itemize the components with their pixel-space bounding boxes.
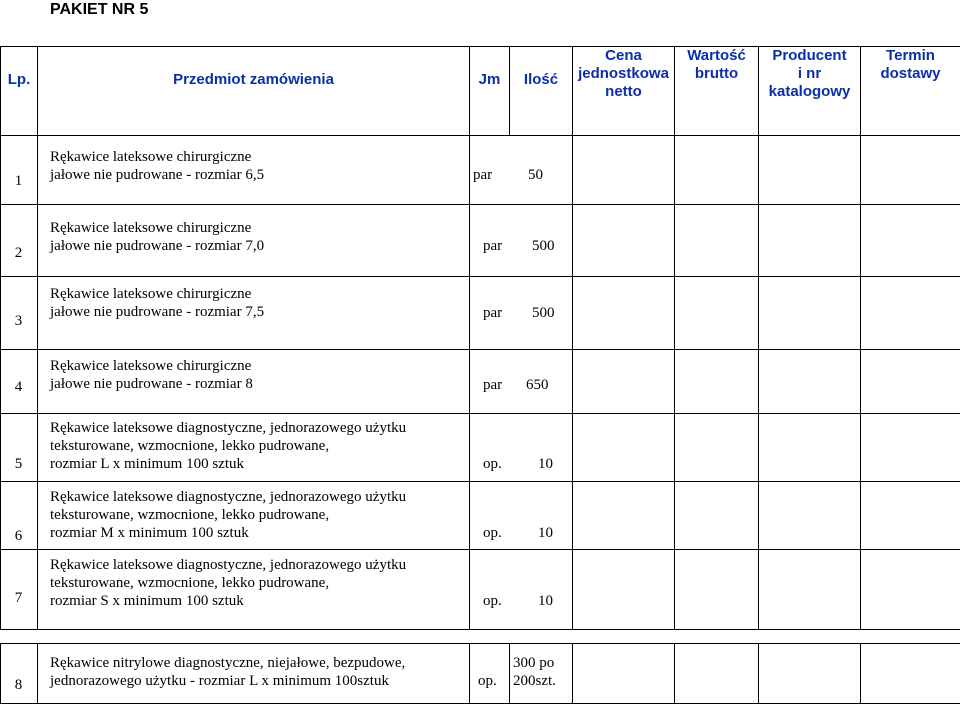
item-description-line: teksturowane, wzmocnione, lekko pudrowane, — [38, 506, 469, 524]
row-number: 7 — [1, 589, 36, 607]
item-description-line: Rękawice lateksowe chirurgiczne — [38, 219, 469, 237]
item-description-line: Rękawice lateksowe chirurgiczne — [38, 148, 469, 166]
unit-value: par — [483, 376, 502, 394]
table-row — [1, 136, 960, 205]
item-description-line: jałowe nie pudrowane - rozmiar 7,0 — [38, 237, 469, 255]
unit-value: par — [483, 304, 502, 322]
quantity-value: 200szt. — [513, 672, 556, 690]
item-description-line: jałowe nie pudrowane - rozmiar 8 — [38, 375, 469, 393]
quantity-value: 50 — [528, 166, 543, 184]
item-description-line: rozmiar S x minimum 100 sztuk — [38, 592, 469, 610]
row-number: 4 — [1, 378, 36, 396]
col-lp-header: Lp. — [1, 47, 38, 136]
row-number: 6 — [1, 527, 36, 545]
quantity-value: 500 — [532, 304, 555, 322]
header-row — [1, 47, 960, 136]
row-number: 3 — [1, 312, 36, 330]
row-number: 2 — [1, 244, 36, 262]
table-row — [1, 277, 960, 350]
col-price-header: Cena jednostkowa netto — [573, 47, 675, 136]
quantity-value: 10 — [538, 524, 553, 542]
quantity-value: 10 — [538, 455, 553, 473]
unit-value: op. — [483, 592, 502, 610]
col-producer-header: Producent i nr katalogowy — [759, 47, 861, 136]
table-row — [1, 205, 960, 277]
col-term-header: Termin dostawy — [861, 47, 960, 136]
item-description-line: Rękawice nitrylowe diagnostyczne, niejałowe, bezpudowe, — [38, 654, 469, 672]
unit-value: op. — [483, 524, 502, 542]
unit-value: op. — [478, 672, 497, 690]
row-number: 1 — [1, 172, 36, 190]
quantity-value: 500 — [532, 237, 555, 255]
item-description-line: teksturowane, wzmocnione, lekko pudrowane, — [38, 574, 469, 592]
item-description-line: Rękawice lateksowe chirurgiczne — [38, 357, 469, 375]
quantity-value: 650 — [526, 376, 549, 394]
item-description-line: teksturowane, wzmocnione, lekko pudrowane, — [38, 437, 469, 455]
table-row — [1, 644, 960, 704]
item-description-line: Rękawice lateksowe diagnostyczne, jednorazowego użytku — [38, 488, 469, 506]
row-number: 5 — [1, 455, 36, 473]
item-description-line: rozmiar M x minimum 100 sztuk — [38, 524, 469, 542]
item-description-line: jednorazowego użytku - rozmiar L x minimum 100sztuk — [38, 672, 469, 690]
row-number: 8 — [1, 676, 36, 694]
order-table — [0, 46, 960, 704]
item-description-line: jałowe nie pudrowane - rozmiar 6,5 — [38, 166, 469, 184]
table-row — [1, 414, 960, 482]
col-jm-header: Jm — [470, 47, 510, 136]
item-description-line: Rękawice lateksowe chirurgiczne — [38, 285, 469, 303]
quantity-value: 300 po — [513, 654, 554, 672]
table-row — [1, 550, 960, 630]
quantity-value: 10 — [538, 592, 553, 610]
table-row — [1, 482, 960, 550]
unit-value: par — [483, 237, 502, 255]
table-row — [1, 350, 960, 414]
item-description-line: jałowe nie pudrowane - rozmiar 7,5 — [38, 303, 469, 321]
unit-value: par — [473, 166, 492, 184]
item-description-line: Rękawice lateksowe diagnostyczne, jednorazowego użytku — [38, 419, 469, 437]
item-description-line: Rękawice lateksowe diagnostyczne, jednorazowego użytku — [38, 556, 469, 574]
item-description-line: rozmiar L x minimum 100 sztuk — [38, 455, 469, 473]
col-item-header: Przedmiot zamówienia — [38, 47, 470, 136]
col-qty-header: Ilość — [510, 47, 573, 136]
unit-value: op. — [483, 455, 502, 473]
col-value-header: Wartość brutto — [675, 47, 759, 136]
page-title: PAKIET NR 5 — [50, 1, 148, 19]
